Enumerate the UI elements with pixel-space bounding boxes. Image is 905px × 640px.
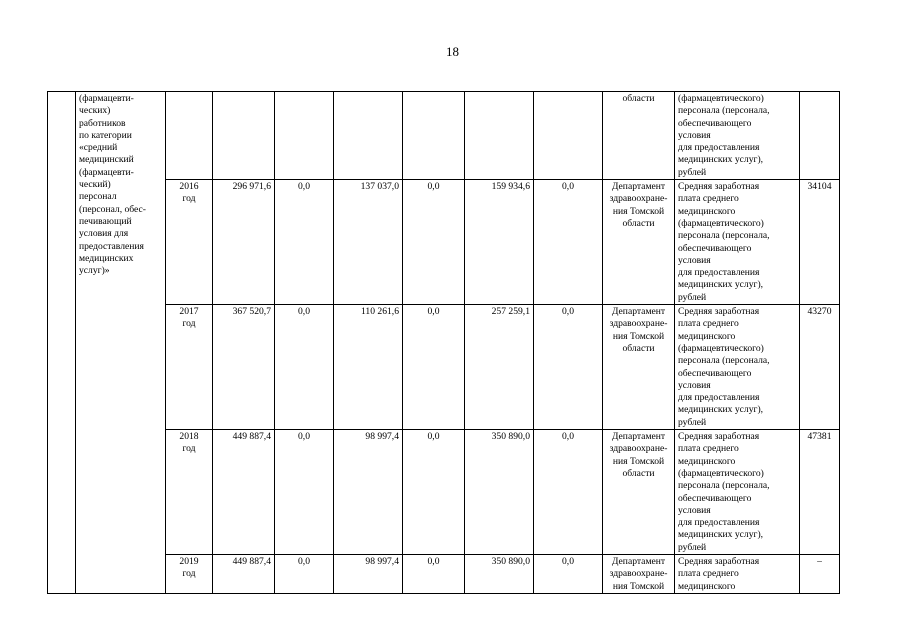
indicator-name-cell: (фармацевти- ческих) работников по категории «средний медицинский (фармацевти- ческий) персонал (персонал, обес- печивающий условия для предоставления медицинских услуг)» [76,92,166,594]
other-cell [465,92,534,180]
local-cell: 0,0 [403,305,465,430]
executor-cell: Департамент здравоохране- ния Томской области [603,180,675,305]
extra-cell: 0,0 [534,430,603,555]
indicator-cell: Средняя заработная плата среднего медицинского (фармацевтического) персонала (персонала, обеспечивающего условия для предоставления медицинских услуг), рублей [675,430,800,555]
local-cell: 0,0 [403,430,465,555]
executor-cell: Департамент здравоохране- ния Томской области [603,305,675,430]
value-cell: – [800,554,840,593]
extra-cell [534,92,603,180]
total-cell: 449 887,4 [213,554,275,593]
indicator-cell: Средняя заработная плата среднего медицинского (фармацевтического) персонала (персонала, обеспечивающего условия для предоставления медицинских услуг), рублей [675,180,800,305]
year-cell [166,92,213,180]
value-cell: 47381 [800,430,840,555]
regional-cell [334,92,403,180]
total-cell: 296 971,6 [213,180,275,305]
table-row [48,554,840,593]
table-row [48,305,840,430]
regional-cell: 137 037,0 [334,180,403,305]
executor-cell: области [603,92,675,180]
value-cell: 34104 [800,180,840,305]
local-cell: 0,0 [403,180,465,305]
year-cell: 2016 год [166,180,213,305]
local-cell: 0,0 [403,554,465,593]
executor-cell: Департамент здравоохране- ния Томской области [603,430,675,555]
year-cell: 2019 год [166,554,213,593]
value-cell [800,92,840,180]
other-cell: 257 259,1 [465,305,534,430]
federal-cell: 0,0 [275,305,334,430]
other-cell: 159 934,6 [465,180,534,305]
page-number: 18 [446,44,459,59]
federal-cell: 0,0 [275,554,334,593]
indicator-cell: Средняя заработная плата среднего медицинского (фармацевтического) персонала (персонала, обеспечивающего условия для предоставления медицинских услуг), рублей [675,305,800,430]
indicator-cell: (фармацевтического) персонала (персонала, обеспечивающего условия для предоставления медицинских услуг), рублей [675,92,800,180]
total-cell: 449 887,4 [213,430,275,555]
total-cell [213,92,275,180]
other-cell: 350 890,0 [465,430,534,555]
other-cell: 350 890,0 [465,554,534,593]
indicator-cell: Средняя заработная плата среднего медицинского [675,554,800,593]
regional-cell: 98 997,4 [334,554,403,593]
regional-cell: 98 997,4 [334,430,403,555]
federal-cell: 0,0 [275,430,334,555]
executor-cell: Департамент здравоохране- ния Томской [603,554,675,593]
value-cell: 43270 [800,305,840,430]
local-cell [403,92,465,180]
table-row-continuation [48,92,840,180]
year-cell: 2017 год [166,305,213,430]
program-table [47,91,840,594]
extra-cell: 0,0 [534,180,603,305]
extra-cell: 0,0 [534,554,603,593]
table-row [48,180,840,305]
regional-cell: 110 261,6 [334,305,403,430]
total-cell: 367 520,7 [213,305,275,430]
table-row [48,430,840,555]
row-number-cell [48,92,76,594]
extra-cell: 0,0 [534,305,603,430]
federal-cell: 0,0 [275,180,334,305]
year-cell: 2018 год [166,430,213,555]
federal-cell [275,92,334,180]
